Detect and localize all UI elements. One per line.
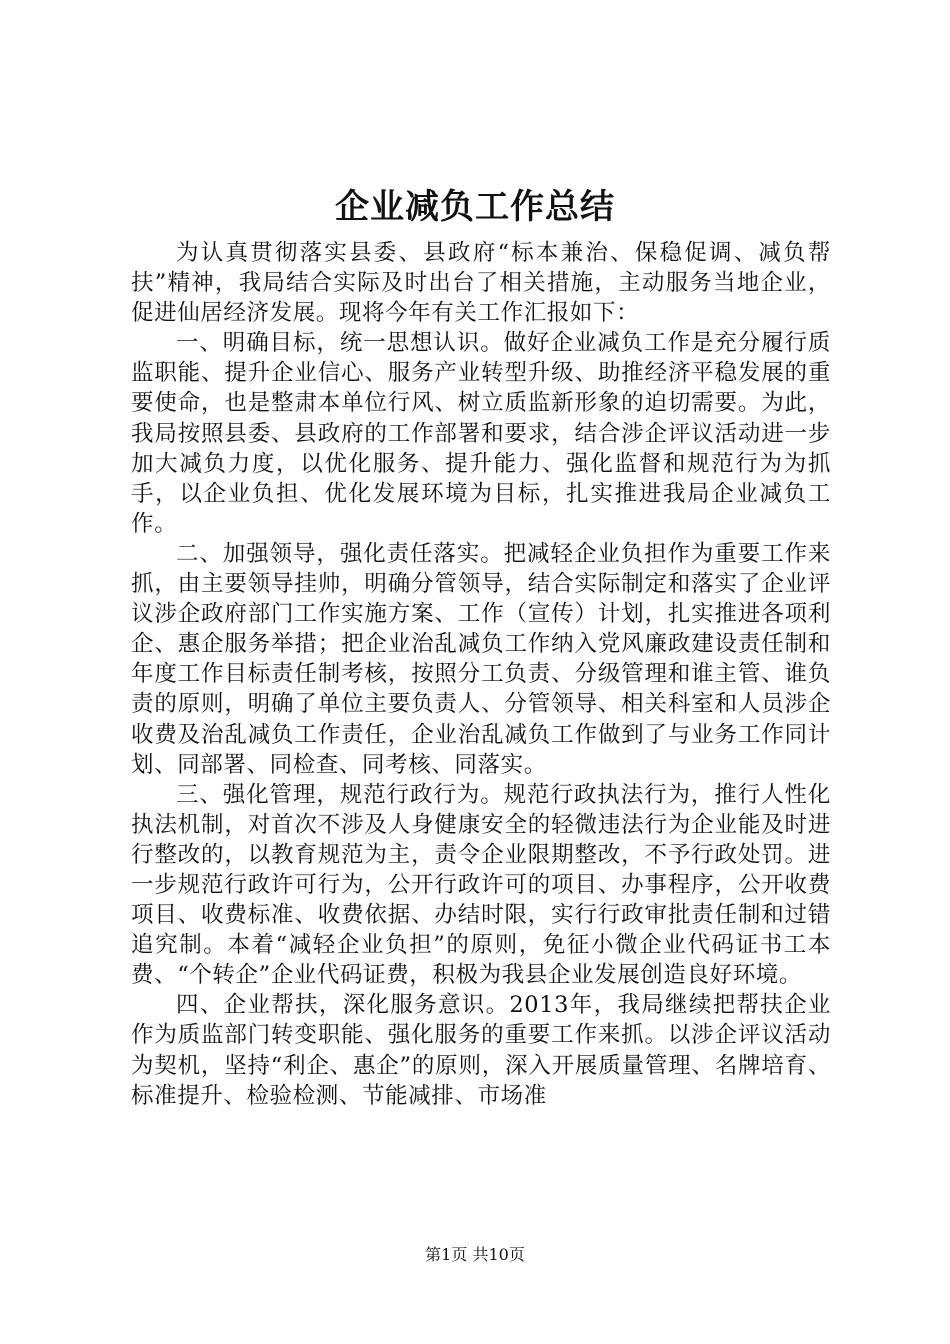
page-number-current: 第1页: [425, 1245, 468, 1264]
paragraph-section-3: 三、强化管理，规范行政行为。规范行政执法行为，推行人性化执法机制，对首次不涉及人身健康安全的轻微违法行为企业能及时进行整改的，以教育规范为主，责令企业限期整改，不予行政处罚。进一步规范行政许可行为，公开行政许可的项目、办事程序，公开收费项目、收费标准、收费依据、办结时限，实行行政审批责任制和过错追究制。本着“减轻企业负担”的原则，免征小微企业代码证书工本费、“个转企”企业代码证费，积极为我县企业发展创造良好环境。: [131, 781, 831, 989]
page-number-total: 共10页: [472, 1245, 525, 1264]
paragraph-intro: 为认真贯彻落实县委、县政府“标本兼治、保稳促调、减负帮扶”精神，我局结合实际及时出台了相关措施，主动服务当地企业，促进仙居经济发展。现将今年有关工作汇报如下：: [131, 240, 831, 327]
paragraph-section-4: 四、企业帮扶，深化服务意识。2013年，我局继续把帮扶企业作为质监部门转变职能、强化服务的重要工作来抓。以涉企评议活动为契机，坚持“利企、惠企”的原则，深入开展质量管理、名牌培育、标准提升、检验检测、节能减排、市场准: [131, 992, 831, 1109]
paragraph-section-1: 一、明确目标，统一思想认识。做好企业减负工作是充分履行质监职能、提升企业信心、服务产业转型升级、助推经济平稳发展的重要使命，也是整肃本单位行风、树立质监新形象的迫切需要。为此，我局按照县委、县政府的工作部署和要求，结合涉企评议活动进一步加大减负力度，以优化服务、提升能力、强化监督和规范行为为抓手，以企业负担、优化发展环境为目标，扎实推进我局企业减负工作。: [131, 330, 831, 537]
document-body: [131, 238, 831, 1111]
document-title: 企业减负工作总结: [335, 187, 615, 227]
page-footer: [0, 1244, 950, 1266]
paragraph-section-2: 二、加强领导，强化责任落实。把减轻企业负担作为重要工作来抓，由主要领导挂帅，明确分管领导，结合实际制定和落实了企业评议涉企政府部门工作实施方案、工作（宣传）计划，扎实推进各项利企、惠企服务举措；把企业治乱减负工作纳入党风廉政建设责任制和年度工作目标责任制考核，按照分工负责、分级管理和谁主管、谁负责的原则，明确了单位主要负责人、分管领导、相关科室和人员涉企收费及治乱减负工作责任，企业治乱减负工作做到了与业务工作同计划、同部署、同检查、同考核、同落实。: [131, 540, 831, 778]
